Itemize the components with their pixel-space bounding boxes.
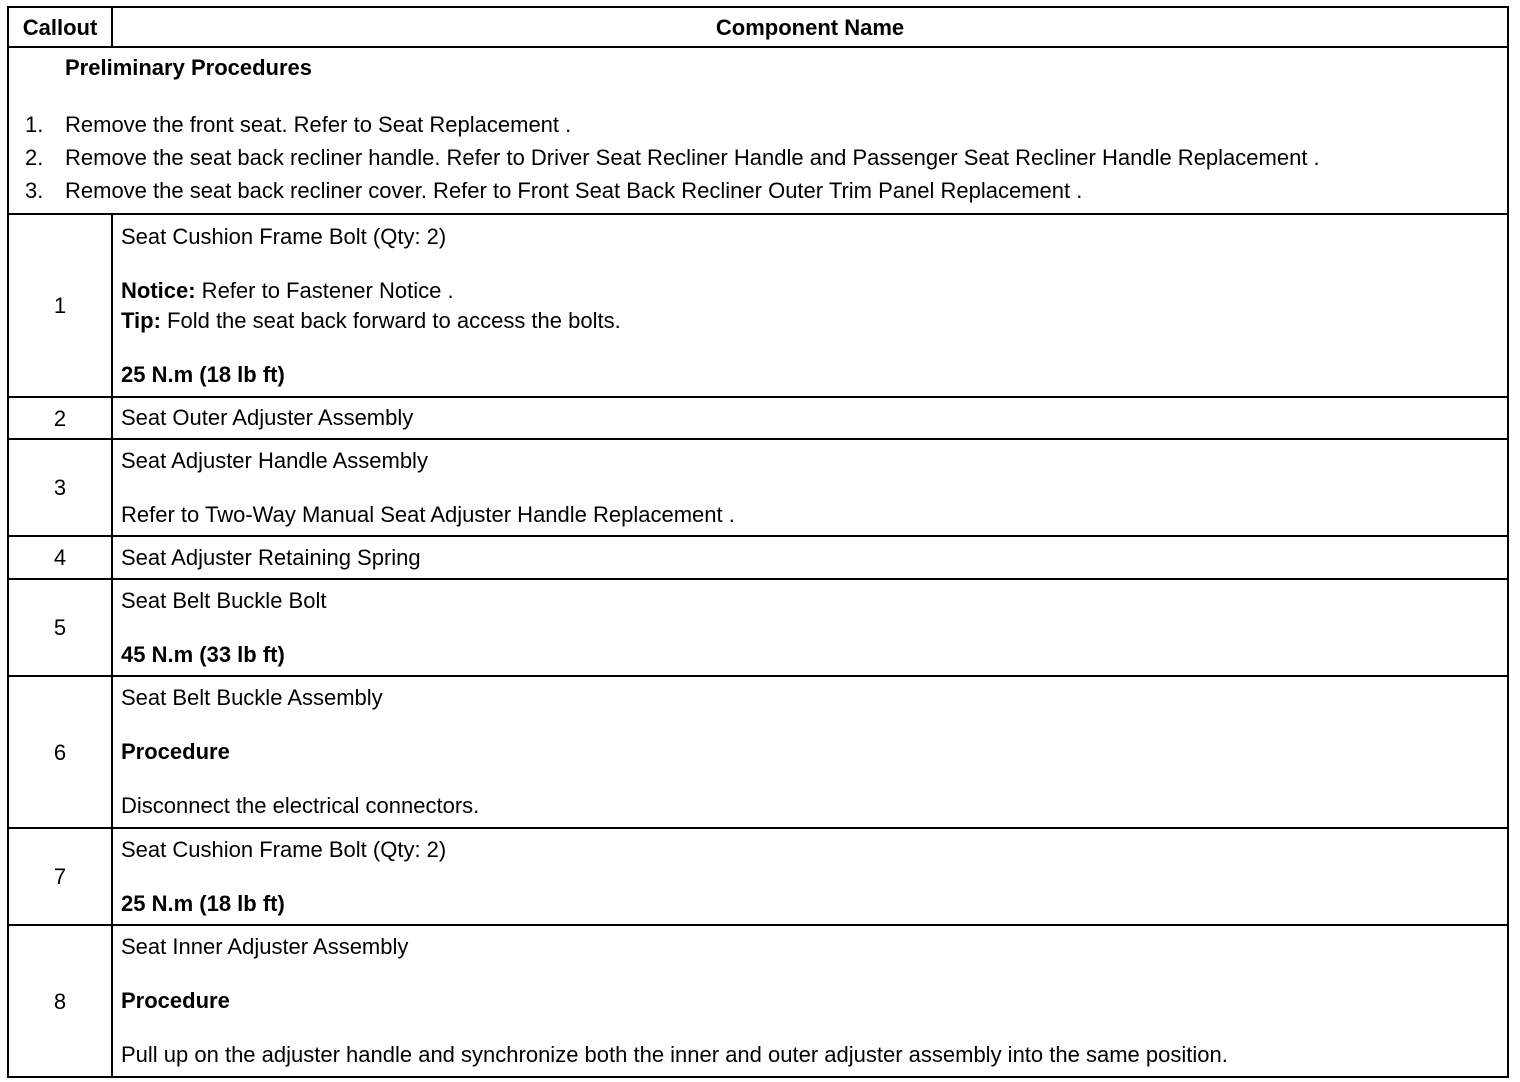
component-name: Seat Belt Buckle Assembly (121, 685, 383, 710)
table-row (8, 397, 1508, 439)
component-name: Seat Outer Adjuster Assembly (121, 405, 414, 430)
callout-number: 7 (8, 828, 112, 925)
header-callout: Callout (8, 7, 112, 47)
reference-note: Refer to Two-Way Manual Seat Adjuster Handle Replacement . (121, 501, 735, 527)
component-name: Seat Inner Adjuster Assembly (121, 934, 409, 959)
table-row (8, 925, 1508, 1077)
tip-text: Fold the seat back forward to access the bolts. (160, 307, 621, 333)
component-cell (112, 579, 1508, 676)
procedure-text: Disconnect the electrical connectors. (121, 793, 480, 818)
notice-label: Notice: (121, 277, 196, 303)
procedure-label: Procedure (121, 739, 230, 764)
header-component-name: Component Name (112, 7, 1508, 47)
step-text: Remove the front seat. Refer to Seat Replacement . (65, 112, 572, 137)
component-cell (112, 676, 1508, 828)
table-row (8, 579, 1508, 676)
callout-number: 2 (8, 397, 112, 439)
component-name: Seat Adjuster Retaining Spring (121, 544, 421, 570)
preliminary-step (25, 141, 1507, 174)
notice-line (121, 277, 1507, 305)
preliminary-step (25, 108, 1507, 141)
header-row (8, 7, 1508, 47)
component-name: Seat Cushion Frame Bolt (Qty: 2) (121, 223, 447, 249)
torque-spec: 25 N.m (18 lb ft) (121, 890, 285, 916)
component-cell (112, 536, 1508, 579)
preliminary-step (25, 174, 1507, 207)
callout-number: 3 (8, 439, 112, 536)
callout-number: 1 (8, 214, 112, 397)
component-name: Seat Belt Buckle Bolt (121, 587, 327, 613)
table-row (8, 828, 1508, 925)
component-cell (112, 925, 1508, 1077)
torque-spec: 45 N.m (33 lb ft) (121, 641, 285, 667)
component-name: Seat Adjuster Handle Assembly (121, 447, 428, 473)
tip-line (121, 307, 1507, 335)
component-cell (112, 397, 1508, 439)
notice-text: Refer to Fastener Notice . (195, 277, 454, 303)
component-cell (112, 214, 1508, 397)
callout-number: 5 (8, 579, 112, 676)
procedure-label: Procedure (121, 988, 230, 1013)
component-cell (112, 439, 1508, 536)
component-table (7, 6, 1509, 1078)
table-row (8, 536, 1508, 579)
torque-spec: 25 N.m (18 lb ft) (121, 361, 285, 387)
component-cell (112, 828, 1508, 925)
step-text: Remove the seat back recliner cover. Refer to Front Seat Back Recliner Outer Trim Panel Replacement . (65, 178, 1083, 203)
table-row (8, 676, 1508, 828)
tip-label: Tip: (121, 307, 161, 333)
procedure-text: Pull up on the adjuster handle and synchronize both the inner and outer adjuster assembly into the same position. (121, 1042, 1228, 1067)
step-number: 1. (25, 112, 44, 137)
preliminary-row (8, 47, 1508, 214)
callout-number: 8 (8, 925, 112, 1077)
preliminary-procedures (8, 47, 1508, 214)
callout-number: 6 (8, 676, 112, 828)
step-number: 2. (25, 145, 44, 170)
component-name: Seat Cushion Frame Bolt (Qty: 2) (121, 836, 447, 862)
callout-number: 4 (8, 536, 112, 579)
table-row (8, 214, 1508, 397)
preliminary-title: Preliminary Procedures (65, 55, 313, 80)
table-row (8, 439, 1508, 536)
step-number: 3. (25, 178, 44, 203)
step-text: Remove the seat back recliner handle. Refer to Driver Seat Recliner Handle and Passenger Seat Recliner Handle Replacement . (65, 145, 1320, 170)
